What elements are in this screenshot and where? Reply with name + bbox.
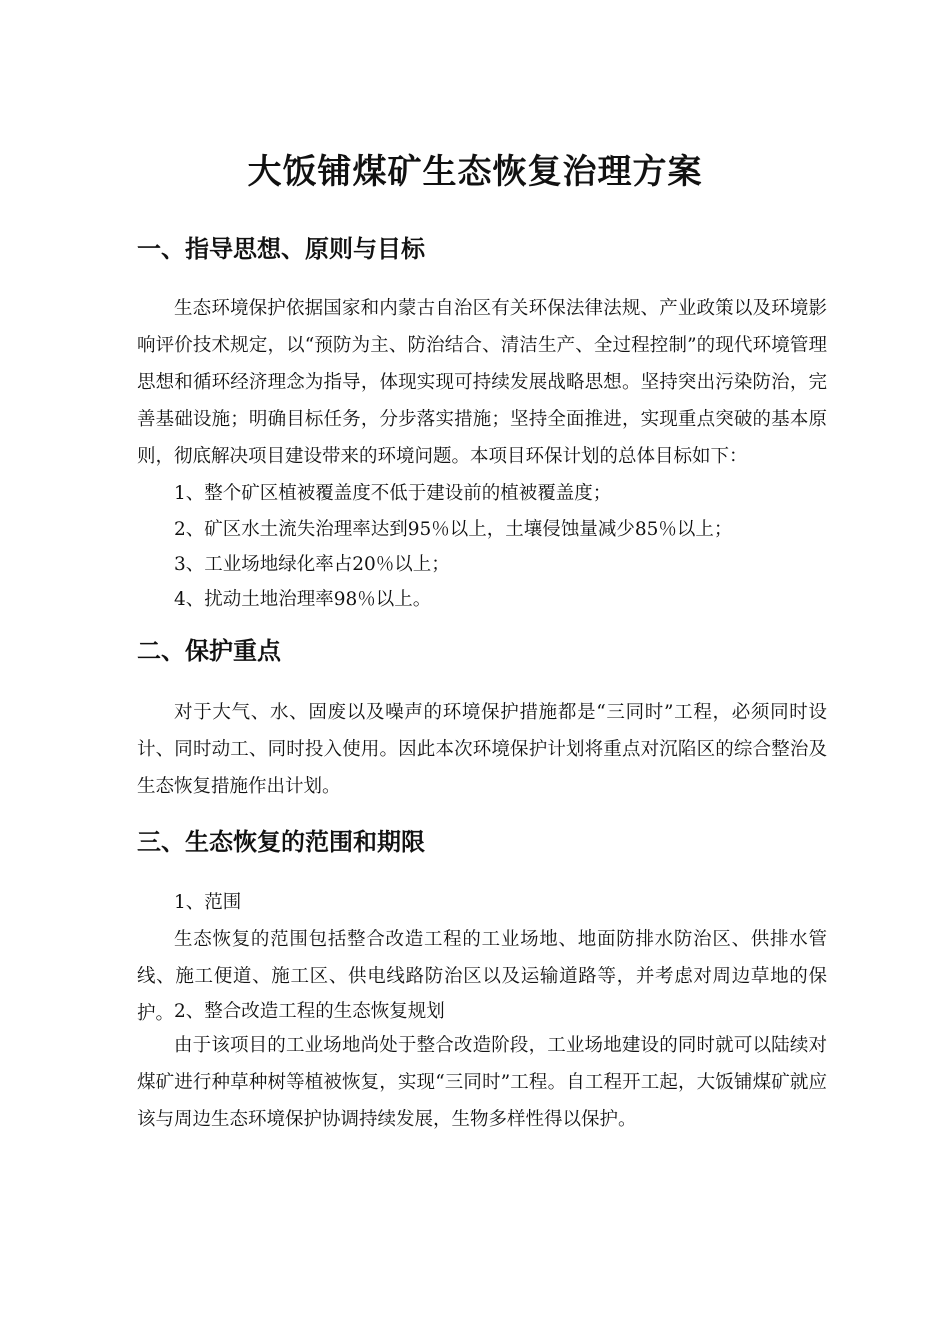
section-1-item-3: 3、工业场地绿化率占20％以上； (174, 554, 450, 575)
section-1-item-4: 4、扰动土地治理率98％以上。 (174, 589, 432, 610)
section-1-item-2: 2、矿区水土流失治理率达到95％以上，土壤侵蚀量减少85％以上； (174, 519, 733, 540)
section-3-sub1-text: 生态恢复的范围包括整合改造工程的工业场地、地面防排水防治区、供排水管线、施工便道、施工区、供电线路防治区以及运输道路等，并考虑对周边草地的保护。 (137, 929, 827, 1024)
section-1-paragraph: 生态环境保护依据国家和内蒙古自治区有关环保法律法规、产业政策以及环境影响评价技术规定，以“预防为主、防治结合、清洁生产、全过程控制”的现代环境管理思想和循环经济理念为指导，体现实现可持续发展战略思想。坚持突出污染防治，完善基础设施；明确目标任务，分步落实措施；坚持全面推进，实现重点突破的基本原则，彻底解决项目建设带来的环境问题。本项目环保计划的总体目标如下： (137, 298, 827, 467)
section-1-heading: 一、指导思想、原则与目标 (137, 235, 425, 263)
section-2-heading: 二、保护重点 (137, 637, 281, 665)
document-title: 大饭铺煤矿生态恢复治理方案 (247, 152, 703, 192)
section-1-item-1: 1、整个矿区植被覆盖度不低于建设前的植被覆盖度； (174, 483, 612, 504)
section-3-sub1-label: 1、范围 (174, 892, 242, 913)
section-2-paragraph: 对于大气、水、固废以及噪声的环境保护措施都是“三同时”工程，必须同时设计、同时动工、同时投入使用。因此本次环境保护计划将重点对沉陷区的综合整治及生态恢复措施作出计划。 (137, 702, 827, 797)
section-3-sub2-label: 2、整合改造工程的生态恢复规划 (174, 1001, 445, 1022)
section-3-heading: 三、生态恢复的范围和期限 (137, 828, 425, 856)
section-3-sub2-text: 由于该项目的工业场地尚处于整合改造阶段，工业场地建设的同时就可以陆续对煤矿进行种草种树等植被恢复，实现“三同时”工程。自工程开工起，大饭铺煤矿就应该与周边生态环境保护协调持续发展，生物多样性得以保护。 (137, 1035, 827, 1130)
